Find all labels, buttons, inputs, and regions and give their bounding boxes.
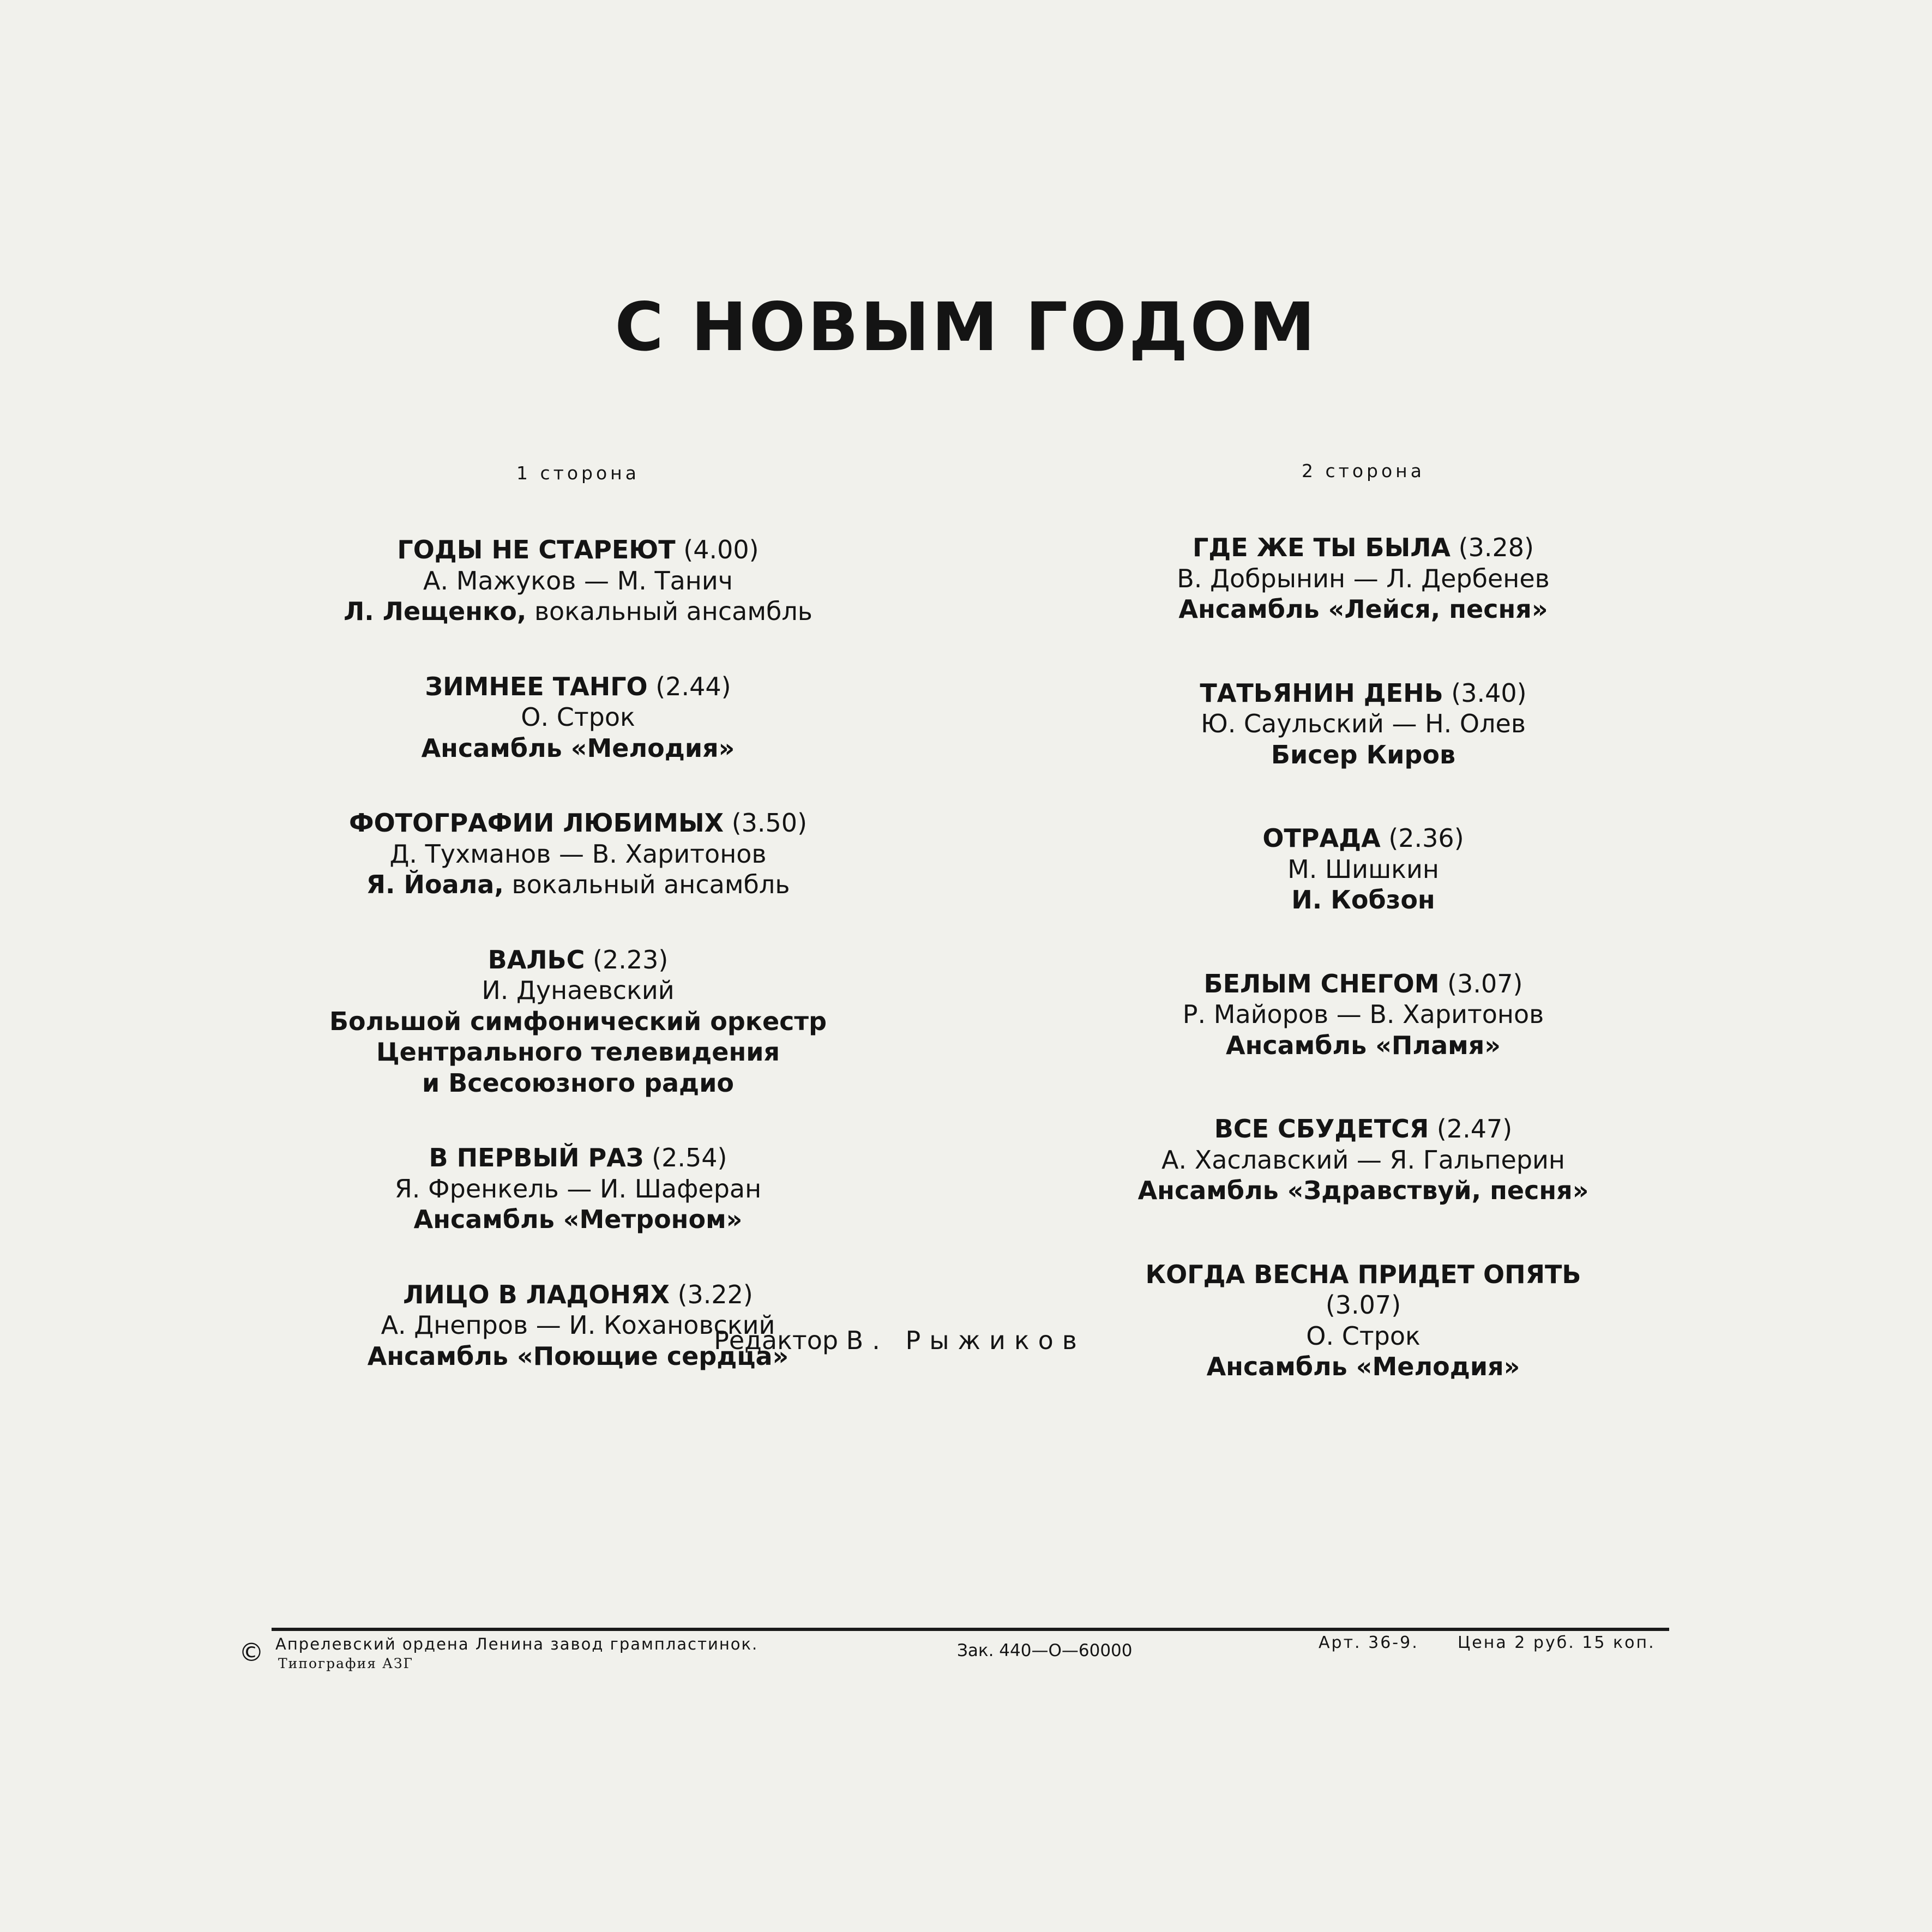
track-heading: [1085, 823, 1641, 854]
track-duration: (3.40): [1451, 678, 1527, 708]
track-duration: (3.28): [1458, 533, 1534, 562]
footer-printer: Типография АЗГ: [278, 1656, 414, 1671]
track-authors: В. Добрынин — Л. Дербенев: [1177, 563, 1550, 593]
track-title: ВСЕ СБУДЕТСЯ: [1214, 1114, 1429, 1143]
track-performer-line: Центрального телевидения: [376, 1037, 780, 1067]
track-performer: Ансамбль «Здравствуй, песня»: [1137, 1176, 1589, 1205]
album-title: С НОВЫМ ГОДОМ: [615, 288, 1317, 366]
track-title: ТАТЬЯНИН ДЕНЬ: [1200, 678, 1443, 708]
track-heading: [305, 671, 851, 702]
side-2-column: [1085, 456, 1641, 1382]
track-duration: (2.44): [655, 671, 731, 701]
track-heading: [305, 534, 851, 565]
track-heading: [1085, 678, 1641, 709]
track-authors: Р. Майоров — В. Харитонов: [1182, 1000, 1544, 1029]
track-title: ВАЛЬС: [487, 944, 585, 974]
track-duration: (2.36): [1388, 823, 1464, 853]
track-authors: О. Строк: [521, 702, 635, 732]
track-duration: (2.23): [593, 944, 669, 974]
track-title: ФОТОГРАФИИ ЛЮБИМЫХ: [348, 808, 724, 838]
track-heading: [1085, 532, 1641, 563]
copyright-icon: ©: [239, 1638, 264, 1667]
track-heading: [305, 808, 851, 839]
track-performer-line: и Всесоюзного радио: [422, 1068, 735, 1098]
editor-credit: [545, 1324, 1254, 1357]
track-performer: Ансамбль «Метроном»: [413, 1205, 743, 1234]
track-authors: А. Мажуков — М. Танич: [423, 565, 733, 595]
footer-manufacturer: Апрелевский ордена Ленина завод грампластинок.: [275, 1635, 759, 1653]
track-heading: [305, 1279, 851, 1310]
track-duration: (3.07): [1325, 1290, 1401, 1320]
track-side2-5: [1085, 1114, 1641, 1206]
track-side2-2: [1085, 678, 1641, 771]
track-title: ЛИЦО В ЛАДОНЯХ: [403, 1279, 670, 1309]
track-performer: Л. Лещенко, вокальный ансамбль: [344, 597, 812, 626]
track-authors: Д. Тухманов — В. Харитонов: [389, 839, 767, 869]
footer-article: Арт. 36-9.: [1319, 1633, 1419, 1652]
track-performer: И. Кобзон: [1291, 885, 1435, 914]
track-side1-1: [305, 534, 851, 627]
track-performer-line: Большой симфонический оркестр: [329, 1006, 827, 1036]
side-2-label: 2 сторона: [1302, 460, 1425, 482]
track-title: ГДЕ ЖЕ ТЫ БЫЛА: [1192, 533, 1451, 562]
track-authors: Я. Френкель — И. Шаферан: [394, 1173, 762, 1203]
track-performer: Ансамбль «Мелодия»: [1206, 1352, 1520, 1381]
track-performer: Я. Йоала, вокальный ансамбль: [366, 870, 790, 899]
track-duration: (3.50): [731, 808, 808, 838]
side-1-label: 1 сторона: [516, 462, 640, 484]
track-performer: Ансамбль «Мелодия»: [421, 733, 735, 763]
track-side1-4: [305, 944, 851, 1099]
track-performer: Ансамбль «Лейся, песня»: [1178, 594, 1548, 624]
side-1-column: [305, 458, 851, 1371]
track-heading: [305, 944, 851, 976]
track-heading: [1085, 968, 1641, 1000]
track-authors: О. Строк: [1306, 1321, 1421, 1351]
track-side2-1: [1085, 532, 1641, 625]
track-title: КОГДА ВЕСНА ПРИДЕТ ОПЯТЬ: [1145, 1259, 1581, 1289]
track-authors: И. Дунаевский: [482, 976, 675, 1005]
track-side1-3: [305, 808, 851, 900]
track-authors: М. Шишкин: [1287, 854, 1439, 884]
track-title: В ПЕРВЫЙ РАЗ: [429, 1143, 644, 1172]
footer-divider: [272, 1628, 1669, 1631]
track-duration: (3.22): [677, 1279, 753, 1309]
track-side1-5: [305, 1142, 851, 1235]
track-heading: [1085, 1114, 1641, 1145]
footer-order-number: Зак. 440—О—60000: [957, 1641, 1133, 1660]
track-side2-3: [1085, 823, 1641, 916]
track-side2-6: [1085, 1259, 1641, 1382]
track-duration: (2.47): [1436, 1114, 1513, 1143]
track-authors: Ю. Саульский — Н. Олев: [1201, 709, 1526, 738]
editor-label: Редактор: [714, 1326, 839, 1355]
track-title: ЗИМНЕЕ ТАНГО: [425, 671, 648, 701]
track-performer: Ансамбль «Пламя»: [1225, 1030, 1501, 1060]
track-performer: Ансамбль «Поющие сердца»: [367, 1341, 789, 1371]
editor-name: В. Рыжиков: [846, 1326, 1086, 1355]
track-duration: (4.00): [683, 535, 759, 564]
track-duration: (3.07): [1447, 968, 1523, 998]
track-side1-2: [305, 671, 851, 764]
track-side2-4: [1085, 968, 1641, 1061]
track-title: БЕЛЫМ СНЕГОМ: [1203, 968, 1440, 998]
track-heading: [305, 1142, 851, 1173]
track-performer: Бисер Киров: [1271, 739, 1456, 769]
track-authors: А. Днепров — И. Кохановский: [381, 1310, 775, 1340]
track-title: ОТРАДА: [1262, 823, 1381, 853]
track-duration: (2.54): [652, 1143, 727, 1172]
track-authors: А. Хаславский — Я. Гальперин: [1161, 1145, 1566, 1175]
footer-price: Цена 2 руб. 15 коп.: [1458, 1633, 1656, 1652]
track-title: ГОДЫ НЕ СТАРЕЮТ: [397, 535, 676, 564]
